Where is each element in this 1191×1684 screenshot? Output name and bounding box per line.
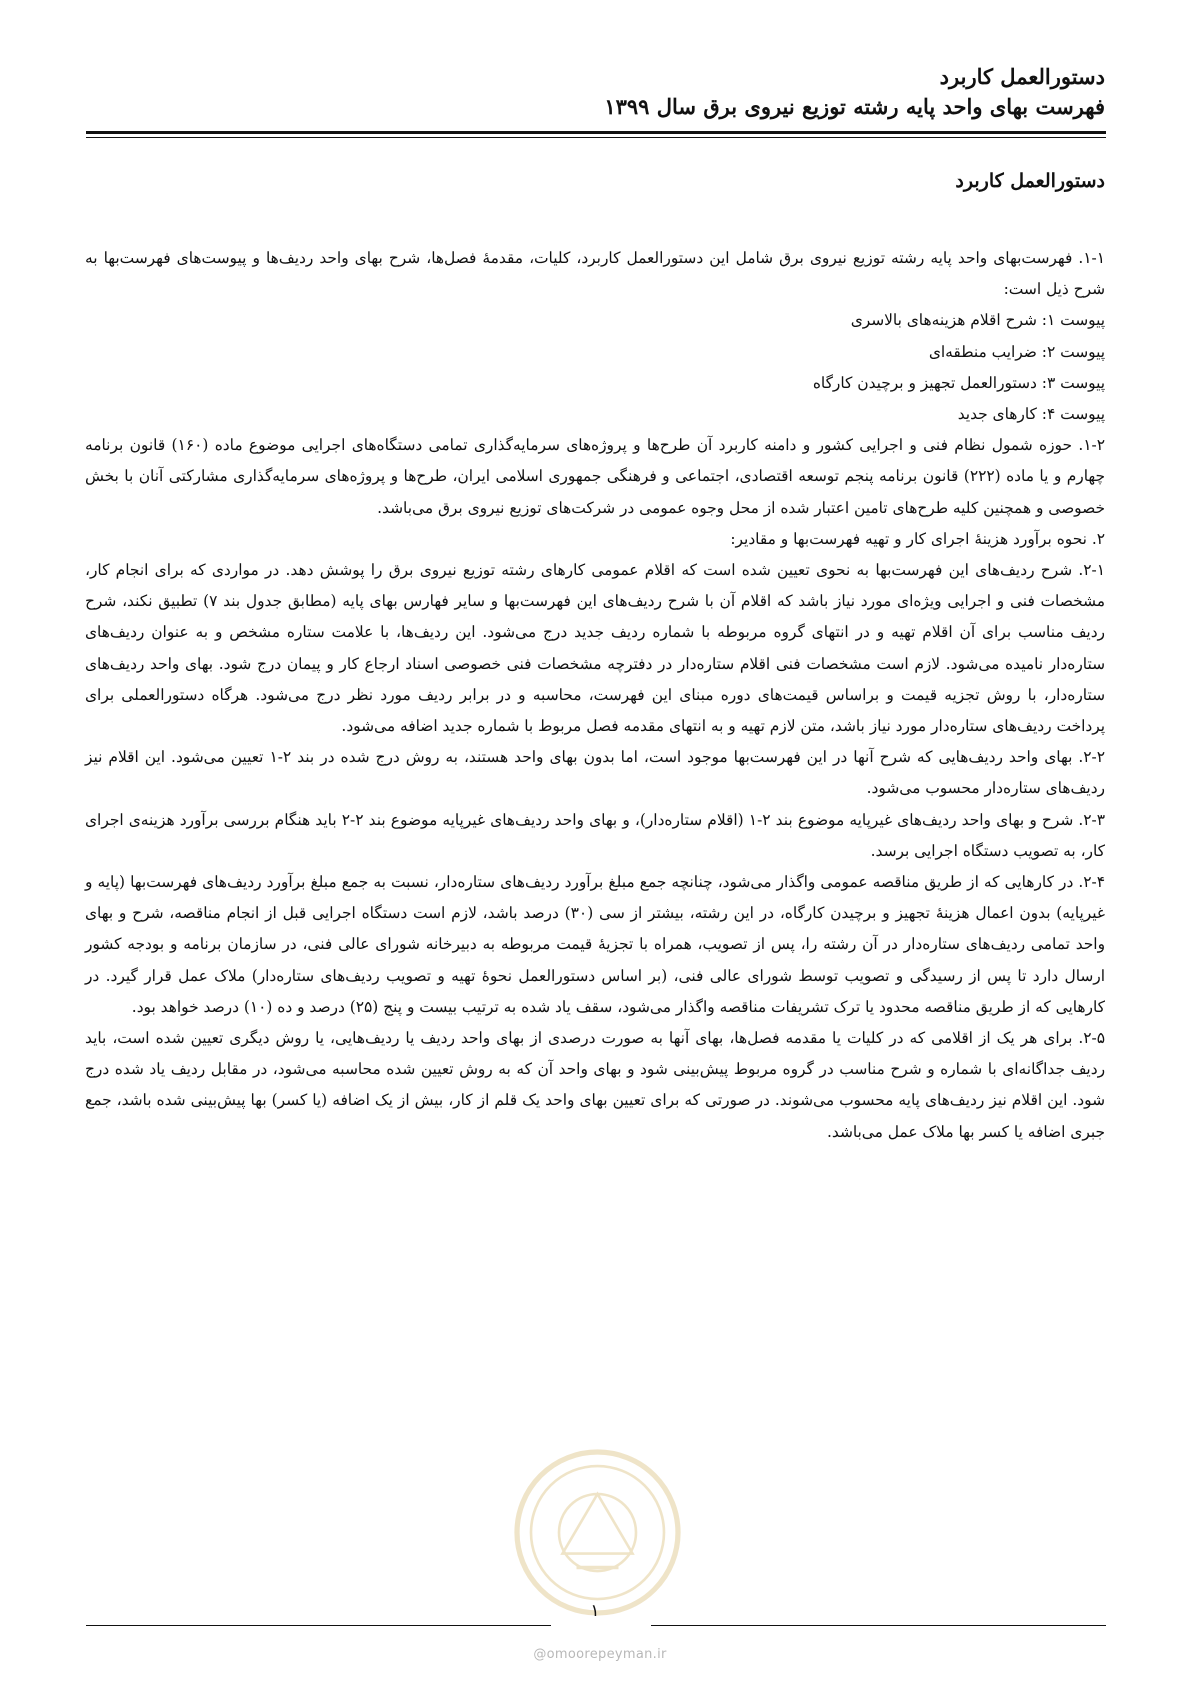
- header-rule-thin: [86, 137, 1106, 138]
- body-text: [85, 243, 1105, 1148]
- paragraph-1-2: ۱-۲. حوزه شمول نظام فنی و اجرایی کشور و دامنه کاربرد آن طرح‌ها و پروژه‌های سرمایه‌گذاری تمامی دستگاه‌های اجرایی موضوع ماده (۱۶۰) قانون برنامه چهارم و یا ماده (۲۲۲) قانون برنامه پنجم توسعه اقتصادی، اجتماعی و فرهنگی جمهوری اسلامی ایران، طرح‌ها و پروژه‌های سرمایه‌گذاری مشارکتی آنان با بخش خصوصی و همچنین کلیه طرح‌های تامین اعتبار شده از محل وجوه عمومی در شرکت‌های توزیع نیروی برق می‌باشد.: [85, 436, 1105, 517]
- paragraph-2-5: ۲-۵. برای هر یک از اقلامی که در کلیات یا مقدمه فصل‌ها، بهای آنها به صورت درصدی از بهای واحد ردیف یا ردیف‌هایی، یا روش دیگری تعیین شده است، باید ردیف جداگانه‌ای با شماره و شرح مناسب در گروه مربوط پیش‌بینی شود و بهای واحد آن که به روش تعیین شده محاسبه می‌شود، در مقابل ردیف یاد شده درج شود. این اقلام نیز ردیف‌های پایه محسوب می‌شوند. در صورتی که برای تعیین بهای واحد یک قلم از کار، بیش از یک اضافه (یا کسر) بها پیش‌بینی شده باشد، جمع جبری اضافه یا کسر بها ملاک عمل می‌باشد.: [85, 1029, 1105, 1141]
- appendix-3: پیوست ۳: دستورالعمل تجهیز و برچیدن کارگاه: [812, 373, 1105, 392]
- paragraph-1-1: ۱-۱. فهرست‌بهای واحد پایه رشته توزیع نیروی برق شامل این دستورالعمل کاربرد، کلیات، مقدمهٔ فصل‌ها، شرح بهای واحد ردیف‌ها و پیوست‌های فهرست‌بها به شرح ذیل است:: [85, 249, 1105, 299]
- appendix-1: پیوست ۱: شرح اقلام هزینه‌های بالاسری: [850, 311, 1105, 330]
- paragraph-2-4: ۲-۴. در کارهایی که از طریق مناقصه عمومی واگذار می‌شود، چنانچه جمع مبلغ برآورد ردیف‌های ستاره‌دار، نسبت به جمع مبلغ برآورد ردیف‌های فهرست‌بها (پایه و غیرپایه) بدون اعمال هزینهٔ تجهیز و برچیدن کارگاه، در این رشته، بیشتر از سی (۳۰) درصد باشد، لازم است دستگاه اجرایی قبل از انجام مناقصه، شرح و بهای واحد تمامی ردیف‌های ستاره‌دار در آن رشته را، پس از تصویب، همراه با تجزیهٔ قیمت مربوطه به دبیرخانه شورای عالی فنی، در سازمان برنامه و بودجه کشور ارسال دارد تا پس از رسیدگی و تصویب توسط شورای عالی فنی، (بر اساس دستورالعمل نحوهٔ تهیه و تصویب ردیف‌های ستاره‌دار) ملاک عمل قرار گیرد. در کارهایی که از طریق مناقصه محدود یا ترک تشریفات مناقصه واگذار می‌شود، سقف یاد شده به ترتیب بیست و پنج (۲۵) درصد و ده (۱۰) درصد خواهد بود.: [85, 873, 1105, 1016]
- watermark-text: @omoorepeyman.ir: [533, 1647, 667, 1662]
- footer-rule-right: [651, 1625, 1106, 1626]
- heading-2: ۲. نحوه برآورد هزینهٔ اجرای کار و تهیه فهرست‌بها و مقادیر:: [730, 529, 1105, 548]
- footer-rule-left: [86, 1625, 551, 1626]
- page-number: ۱: [590, 1601, 600, 1621]
- header-rule-thick: [86, 131, 1106, 134]
- section-title: دستورالعمل کاربرد: [955, 170, 1105, 192]
- paragraph-2-1: ۲-۱. شرح ردیف‌های این فهرست‌بها به نحوی تعیین شده است که اقلام عمومی کارهای رشته توزیع نیروی برق را پوشش دهد. در مواردی که برای انجام کار، مشخصات فنی و اجرایی ویژه‌ای مورد نیاز باشد که اقلام آن با شرح ردیف‌های این فهرست‌بها و سایر فهارس بهای پایه (مطابق جدول بند ۷) تطبیق نکند، شرح ردیف مناسب برای آن اقلام تهیه و در انتهای گروه مربوطه با شماره ردیف جدید درج می‌شود. این ردیف‌ها، با علامت ستاره مشخص و به عنوان ردیف‌های ستاره‌دار نامیده می‌شود. لازم است مشخصات فنی اقلام ستاره‌دار در دفترچه مشخصات فنی خصوصی اسناد ارجاع کار و پیمان درج شود. بهای واحد ردیف‌های ستاره‌دار، با روش تجزیه قیمت و براساس قیمت‌های دوره مبنای این فهرست، محاسبه و در برابر ردیف مورد نظر درج می‌شود. هرگاه دستورالعملی برای پرداخت ردیف‌های ستاره‌دار مورد نیاز باشد، متن لازم تهیه و به انتهای مقدمه فصل مربوط با شماره جدید اضافه می‌شود.: [85, 561, 1105, 736]
- header-title: دستورالعمل کاربرد: [939, 64, 1105, 89]
- paragraph-2-3: ۲-۳. شرح و بهای واحد ردیف‌های غیرپایه موضوع بند ۲-۱ (اقلام ستاره‌دار)، و بهای واحد ردیف‌های غیرپایه موضوع بند ۲-۲ باید هنگام بررسی برآورد هزینه‌ی اجرای کار، به تصویب دستگاه اجرایی برسد.: [85, 810, 1105, 860]
- header-subtitle: فهرست بهای واحد پایه رشته توزیع نیروی برق سال ۱۳۹۹: [604, 94, 1105, 119]
- appendix-2: پیوست ۲: ضرایب منطقه‌ای: [928, 342, 1105, 361]
- page-header: [85, 62, 1105, 122]
- seal-watermark-icon: [510, 1445, 685, 1620]
- appendix-4: پیوست ۴: کارهای جدید: [957, 405, 1105, 424]
- paragraph-2-2: ۲-۲. بهای واحد ردیف‌هایی که شرح آنها در این فهرست‌بها موجود است، اما بدون بهای واحد هستند، به روش درج شده در بند ۲-۱ تعیین می‌شود. این اقلام نیز ردیف‌های ستاره‌دار محسوب می‌شود.: [85, 748, 1105, 798]
